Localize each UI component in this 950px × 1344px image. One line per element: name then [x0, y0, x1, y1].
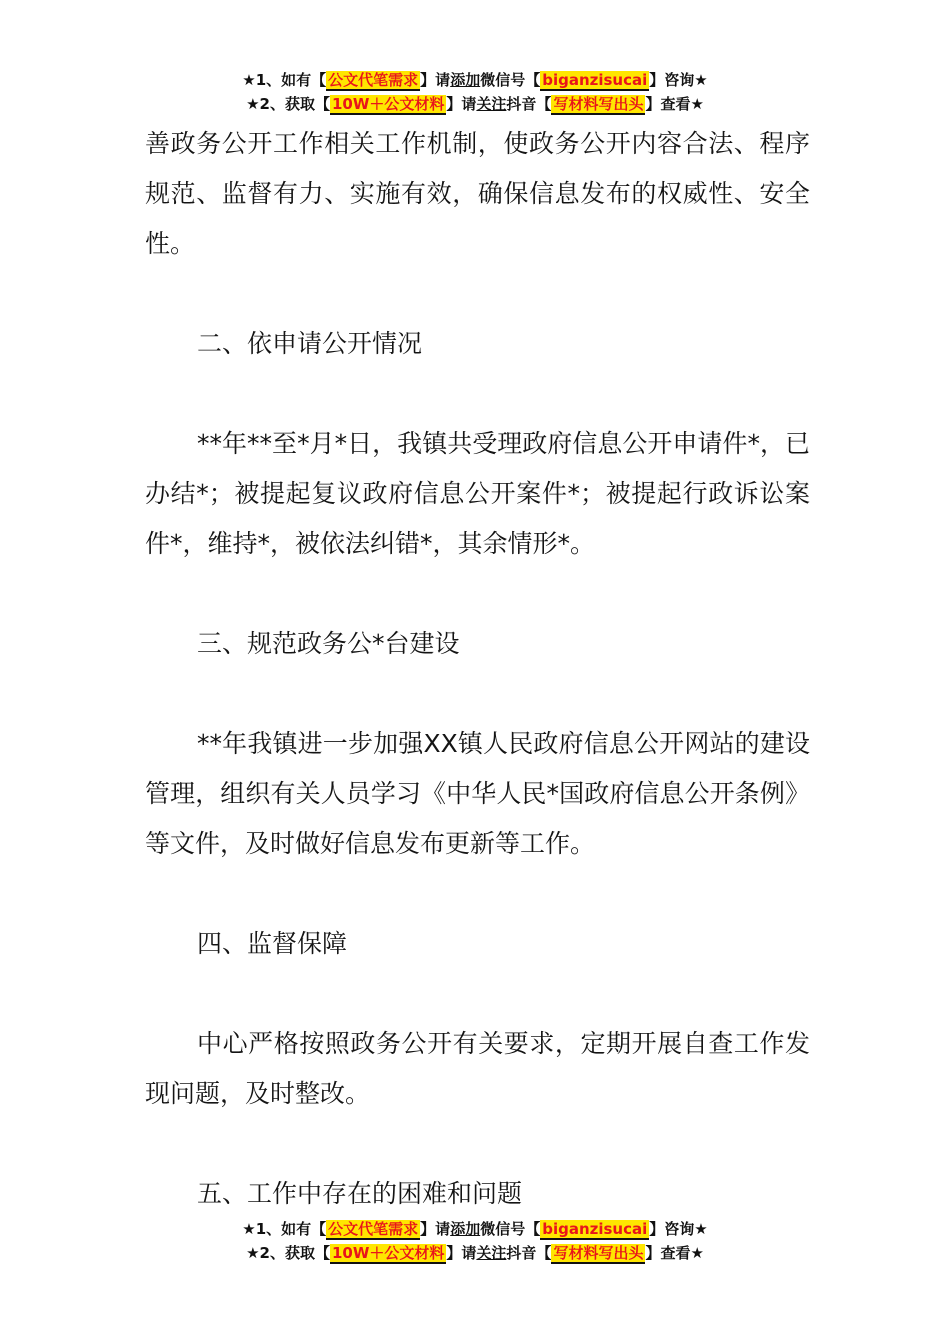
banner-line-1: ★1、如有【 公文代笔需求 】请添加微信号【 biganzisucai 】咨询★	[242, 1220, 708, 1238]
highlight-service: 公文代笔需求	[328, 1220, 419, 1238]
banner-line-2: ★2、获取【 10W＋公文材料 】请关注抖音【 写材料写出头 】查看★	[246, 1244, 704, 1262]
banner-line-2: ★2、获取【 10W＋公文材料 】请关注抖音【 写材料写出头 】查看★	[246, 95, 704, 113]
document-body	[145, 119, 810, 1219]
paragraph-2: **年**至*月*日，我镇共受理政府信息公开申请件*，已办结*；被提起复议政府信息公开案件*；被提起行政诉讼案件*，维持*，被依法纠错*，其余情形*。	[145, 429, 810, 558]
paragraph-3: **年我镇进一步加强XX镇人民政府信息公开网站的建设管理，组织有关人员学习《中华人民*国政府信息公开条例》等文件，及时做好信息发布更新等工作。	[145, 729, 810, 858]
banner-line-1: ★1、如有【 公文代笔需求 】请添加微信号【 biganzisucai 】咨询★	[242, 71, 708, 89]
paragraph-4: 中心严格按照政务公开有关要求，定期开展自查工作发现问题，及时整改。	[145, 1029, 810, 1108]
section-heading-5: 五、工作中存在的困难和问题	[197, 1179, 523, 1208]
section-heading-4: 四、监督保障	[197, 929, 348, 958]
section-heading-2: 二、依申请公开情况	[197, 329, 423, 358]
paragraph-intro: 善政务公开工作相关工作机制，使政务公开内容合法、程序规范、监督有力、实施有效，确保信息发布的权威性、安全性。	[145, 129, 810, 258]
footer-banner	[0, 1217, 950, 1265]
highlight-materials: 10W＋公文材料	[331, 1244, 445, 1262]
header-banner	[0, 68, 950, 116]
section-heading-3: 三、规范政务公*台建设	[197, 629, 460, 658]
highlight-wechat-id: biganzisucai	[542, 71, 648, 89]
highlight-service: 公文代笔需求	[328, 71, 419, 89]
highlight-douyin-id: 写材料写出头	[553, 95, 644, 113]
highlight-wechat-id: biganzisucai	[542, 1220, 648, 1238]
highlight-douyin-id: 写材料写出头	[553, 1244, 644, 1262]
highlight-materials: 10W＋公文材料	[331, 95, 445, 113]
